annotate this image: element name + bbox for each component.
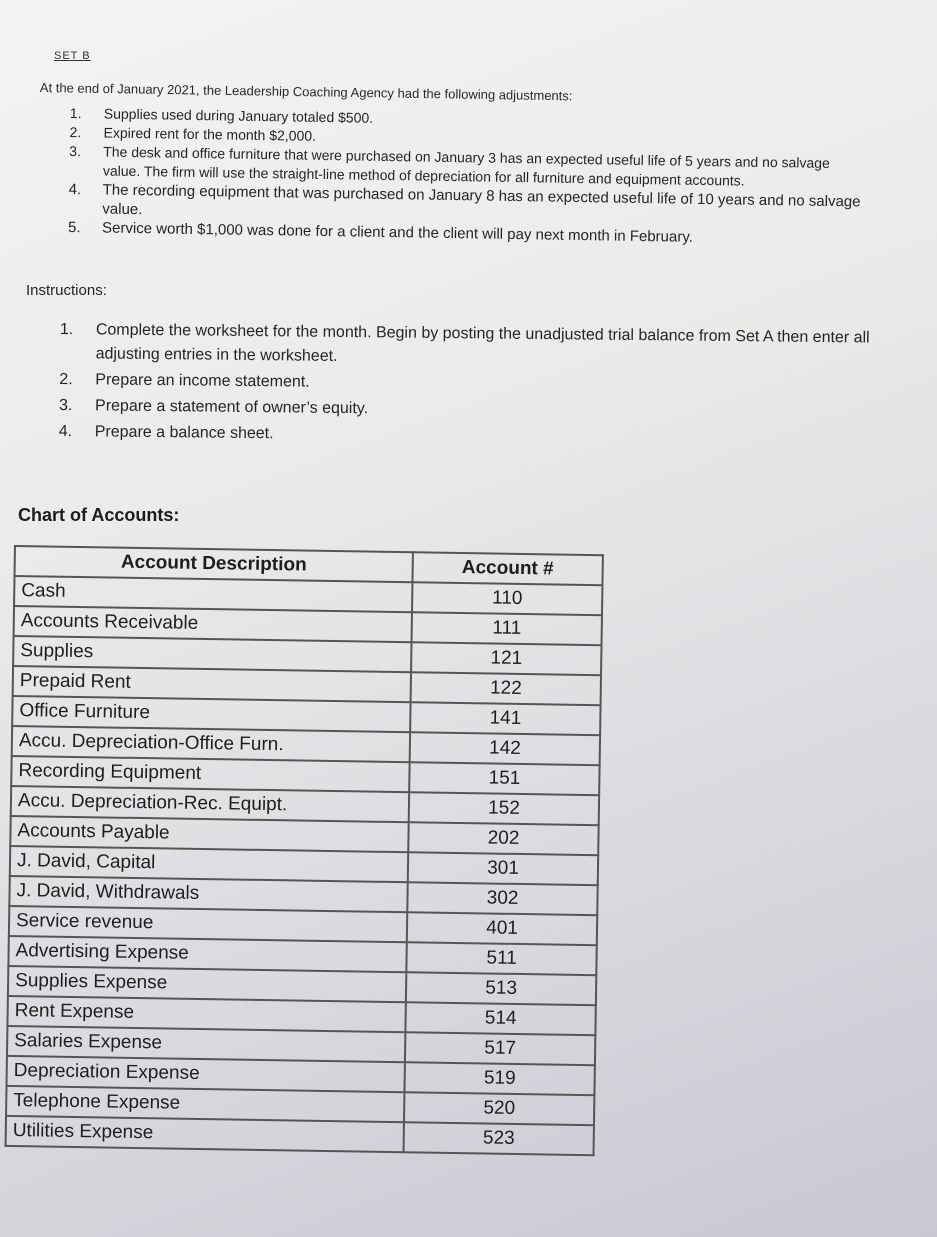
account-number-cell: 401 bbox=[407, 912, 597, 945]
table-body bbox=[6, 576, 603, 1155]
account-description-cell: Accu. Depreciation-Rec. Equipt. bbox=[11, 786, 410, 822]
intro-text: At the end of January 2021, the Leadership Coaching Agency had the following adjustments: bbox=[39, 80, 573, 104]
instruction-item bbox=[59, 318, 899, 375]
instruction-number: 3. bbox=[58, 396, 73, 415]
account-description-cell: Office Furniture bbox=[12, 696, 411, 732]
account-description-cell: Telephone Expense bbox=[6, 1086, 405, 1122]
account-number-cell: 302 bbox=[407, 882, 597, 915]
account-number-cell: 301 bbox=[408, 852, 598, 885]
account-number-cell: 111 bbox=[412, 612, 602, 645]
account-description-cell: Recording Equipment bbox=[11, 756, 410, 792]
chart-of-accounts-table bbox=[5, 545, 604, 1156]
adjustment-text: Service worth $1,000 was done for a client and the client will pay next month in February. bbox=[101, 219, 693, 246]
account-number-cell: 511 bbox=[406, 942, 596, 975]
account-description-cell: Utilities Expense bbox=[6, 1116, 405, 1152]
account-description-cell: J. David, Withdrawals bbox=[9, 876, 408, 912]
account-number-cell: 152 bbox=[409, 792, 599, 825]
adjustment-text: Expired rent for the month $2,000. bbox=[103, 124, 317, 144]
adjustment-number: 2. bbox=[69, 123, 82, 141]
adjustment-number: 5. bbox=[67, 218, 81, 237]
account-description-cell: Prepaid Rent bbox=[13, 666, 412, 702]
account-description-cell: Service revenue bbox=[9, 906, 408, 942]
instruction-number: 2. bbox=[59, 370, 73, 389]
account-description-cell: Accu. Depreciation-Office Furn. bbox=[12, 726, 411, 762]
adjustments-list bbox=[68, 104, 870, 250]
adjustment-number: 3. bbox=[69, 142, 82, 160]
account-number-cell: 517 bbox=[405, 1032, 595, 1065]
account-description-cell: Supplies bbox=[13, 636, 412, 672]
account-number-cell: 110 bbox=[412, 582, 602, 615]
set-label: SET B bbox=[54, 50, 91, 62]
instruction-text: Prepare a statement of owner’s equity. bbox=[94, 397, 369, 418]
account-number-cell: 202 bbox=[408, 822, 598, 855]
adjustment-text: Supplies used during January totaled $500. bbox=[103, 105, 374, 126]
instruction-text: Prepare a balance sheet. bbox=[94, 423, 274, 443]
account-description-cell: Accounts Receivable bbox=[14, 606, 413, 642]
column-header-description: Account Description bbox=[15, 546, 414, 582]
account-number-cell: 142 bbox=[410, 732, 600, 765]
account-number-cell: 151 bbox=[409, 762, 599, 795]
account-number-cell: 122 bbox=[411, 672, 601, 705]
instruction-text: Prepare an income statement. bbox=[95, 371, 310, 391]
instruction-number: 4. bbox=[58, 422, 73, 441]
account-description-cell: Salaries Expense bbox=[7, 1026, 406, 1062]
instructions-title: Instructions: bbox=[26, 282, 107, 299]
account-number-cell: 141 bbox=[410, 702, 600, 735]
adjustment-text: The recording equipment that was purchased on January 8 has an expected useful life of 10 years and no salvage value. bbox=[102, 181, 861, 219]
adjustment-number: 4. bbox=[68, 180, 82, 199]
account-description-cell: Depreciation Expense bbox=[7, 1056, 406, 1092]
chart-of-accounts-title: Chart of Accounts: bbox=[18, 505, 180, 525]
account-number-cell: 514 bbox=[406, 1002, 596, 1035]
account-number-cell: 520 bbox=[404, 1092, 594, 1125]
adjustment-number: 1. bbox=[69, 104, 82, 122]
account-number-cell: 523 bbox=[404, 1122, 594, 1155]
account-description-cell: Accounts Payable bbox=[10, 816, 409, 852]
account-description-cell: Rent Expense bbox=[7, 996, 406, 1032]
account-description-cell: Advertising Expense bbox=[8, 936, 407, 972]
account-description-cell: Cash bbox=[14, 576, 413, 612]
instruction-number: 1. bbox=[59, 320, 74, 339]
account-number-cell: 519 bbox=[405, 1062, 595, 1095]
account-description-cell: Supplies Expense bbox=[8, 966, 407, 1002]
account-number-cell: 513 bbox=[406, 972, 596, 1005]
account-number-cell: 121 bbox=[411, 642, 601, 675]
instructions-list bbox=[59, 318, 900, 455]
account-description-cell: J. David, Capital bbox=[10, 846, 409, 882]
adjustment-text: The desk and office furniture that were purchased on January 3 has an expected useful life of 5 years and no salvage value. The firm will use the straight-line method of depreciation for all furniture and equipment accounts. bbox=[102, 143, 830, 189]
column-header-account-number: Account # bbox=[413, 552, 603, 585]
instruction-text: Complete the worksheet for the month. Begin by posting the unadjusted trial balance from Set A then enter all adjusting entries in the worksheet. bbox=[95, 321, 870, 365]
